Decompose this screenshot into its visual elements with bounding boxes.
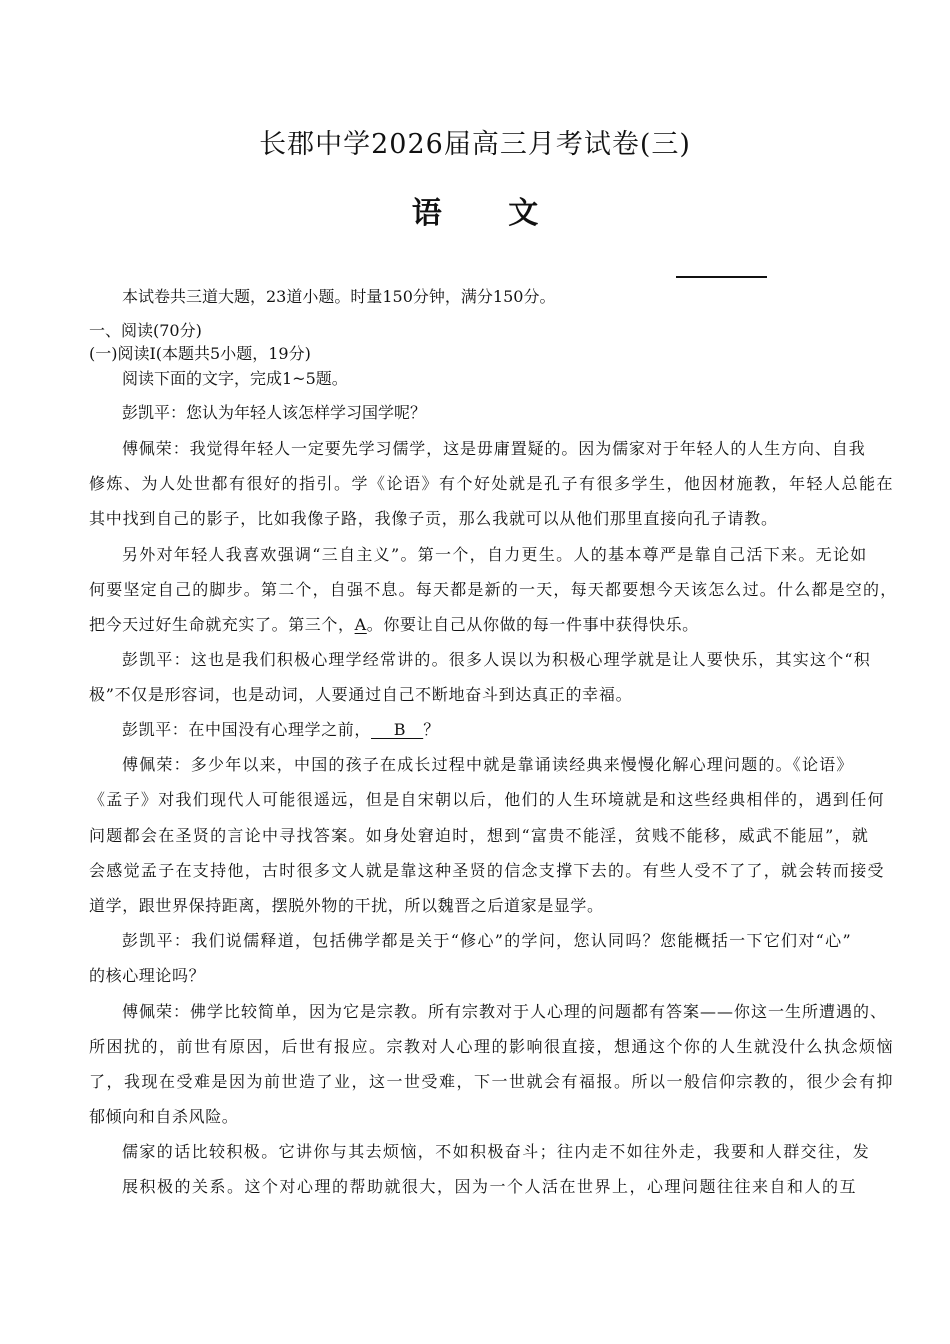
passage-line: 郁倾向和自杀风险。 [89, 1107, 239, 1126]
exam-intro: 本试卷共三道大题，23道小题。时量150分钟，满分150分。 [122, 287, 556, 306]
subject-title: 语 文 [411, 196, 567, 231]
passage-text: ？ [423, 720, 440, 739]
passage-line: 傅佩荣：多少年以来，中国的孩子在成长过程中就是靠诵读经典来慢慢化解心理问题的。《论语》 [122, 755, 854, 774]
reading-instruction: 阅读下面的文字，完成1~5题。 [122, 369, 348, 388]
passage-line [89, 615, 699, 635]
passage-line: 问题都会在圣贤的言论中寻找答案。如身处窘迫时，想到“富贵不能淫，贫贱不能移，威武不能屈”，就 [89, 826, 870, 845]
fill-blank-a: A [354, 615, 367, 634]
passage-line: 道学，跟世界保持距离，摆脱外物的干扰，所以魏晋之后道家是显学。 [89, 896, 604, 915]
passage-line: 其中找到自己的影子，比如我像子路，我像子贡，那么我就可以从他们那里直接向孔子请教。 [89, 509, 778, 528]
passage-line: 的核心理论吗？ [89, 966, 206, 985]
passage-line: 儒家的话比较积极。它讲你与其去烦恼，不如积极奋斗；往内走不如往外走，我要和人群交往，发 [122, 1142, 871, 1161]
passage-line: 彭凯平：我们说儒释道，包括佛学都是关于“修心”的学问，您认同吗？您能概括一下它们对“心” [122, 931, 852, 950]
passage-line: 彭凯平：这也是我们积极心理学经常讲的。很多人误以为积极心理学就是让人要快乐，其实这个“积 [122, 650, 871, 669]
sub-section-heading: (一)阅读Ⅰ(本题共5小题，19分) [89, 344, 311, 363]
passage-line: 何要坚定自己的脚步。第二个，自强不息。每天都是新的一天，每天都要想今天该怎么过。什么都是空的， [89, 580, 898, 599]
passage-line: 傅佩荣：佛学比较简单，因为它是宗教。所有宗教对于人心理的问题都有答案——你这一生所遭遇的、 [122, 1002, 888, 1021]
passage-line: 《孟子》对我们现代人可能很遥远，但是自宋朝以后，他们的人生环境就是和这些经典相伴的，遇到任何 [89, 790, 885, 809]
passage-text: 把今天过好生命就充实了。第三个， [89, 615, 355, 634]
passage-text: 彭凯平：在中国没有心理学之前， [122, 720, 372, 739]
passage-line: 极”不仅是形容词，也是动词，人要通过自己不断地奋斗到达真正的幸福。 [89, 685, 633, 704]
passage-line: 展积极的关系。这个对心理的帮助就很大，因为一个人活在世界上，心理问题往往来自和人的互 [122, 1177, 858, 1196]
passage-text: 。你要让自己从你做的每一件事中获得快乐。 [366, 615, 699, 634]
passage-line [122, 720, 440, 740]
passage-line: 了，我现在受难是因为前世造了业，这一世受难，下一世就会有福报。所以一般信仰宗教的，很少会有抑 [89, 1072, 895, 1091]
passage-line: 修炼、为人处世都有很好的指引。学《论语》有个好处就是孔子有很多学生，他因材施教，年轻人总能在 [89, 474, 895, 493]
section-heading: 一、阅读(70分) [89, 321, 202, 340]
fill-blank-b: B [371, 720, 424, 739]
passage-line: 另外对年轻人我喜欢强调“三自主义”。第一个，自力更生。人的基本尊严是靠自己活下来。无论如 [122, 545, 868, 564]
passage-line: 彭凯平：您认为年轻人该怎样学习国学呢？ [122, 403, 427, 422]
score-blank-line [676, 276, 767, 278]
exam-title: 长郡中学2026届高三月考试卷(三) [259, 129, 691, 160]
passage-line: 会感觉孟子在支持他，古时很多文人就是靠这种圣贤的信念支撑下去的。有些人受不了了，就会转而接受 [89, 861, 885, 880]
passage-line: 所困扰的，前世有原因，后世有报应。宗教对人心理的影响很直接，想通这个你的人生就没什么执念烦恼 [89, 1037, 895, 1056]
passage-line: 傅佩荣：我觉得年轻人一定要先学习儒学，这是毋庸置疑的。因为儒家对于年轻人的人生方向、自我 [122, 439, 866, 458]
